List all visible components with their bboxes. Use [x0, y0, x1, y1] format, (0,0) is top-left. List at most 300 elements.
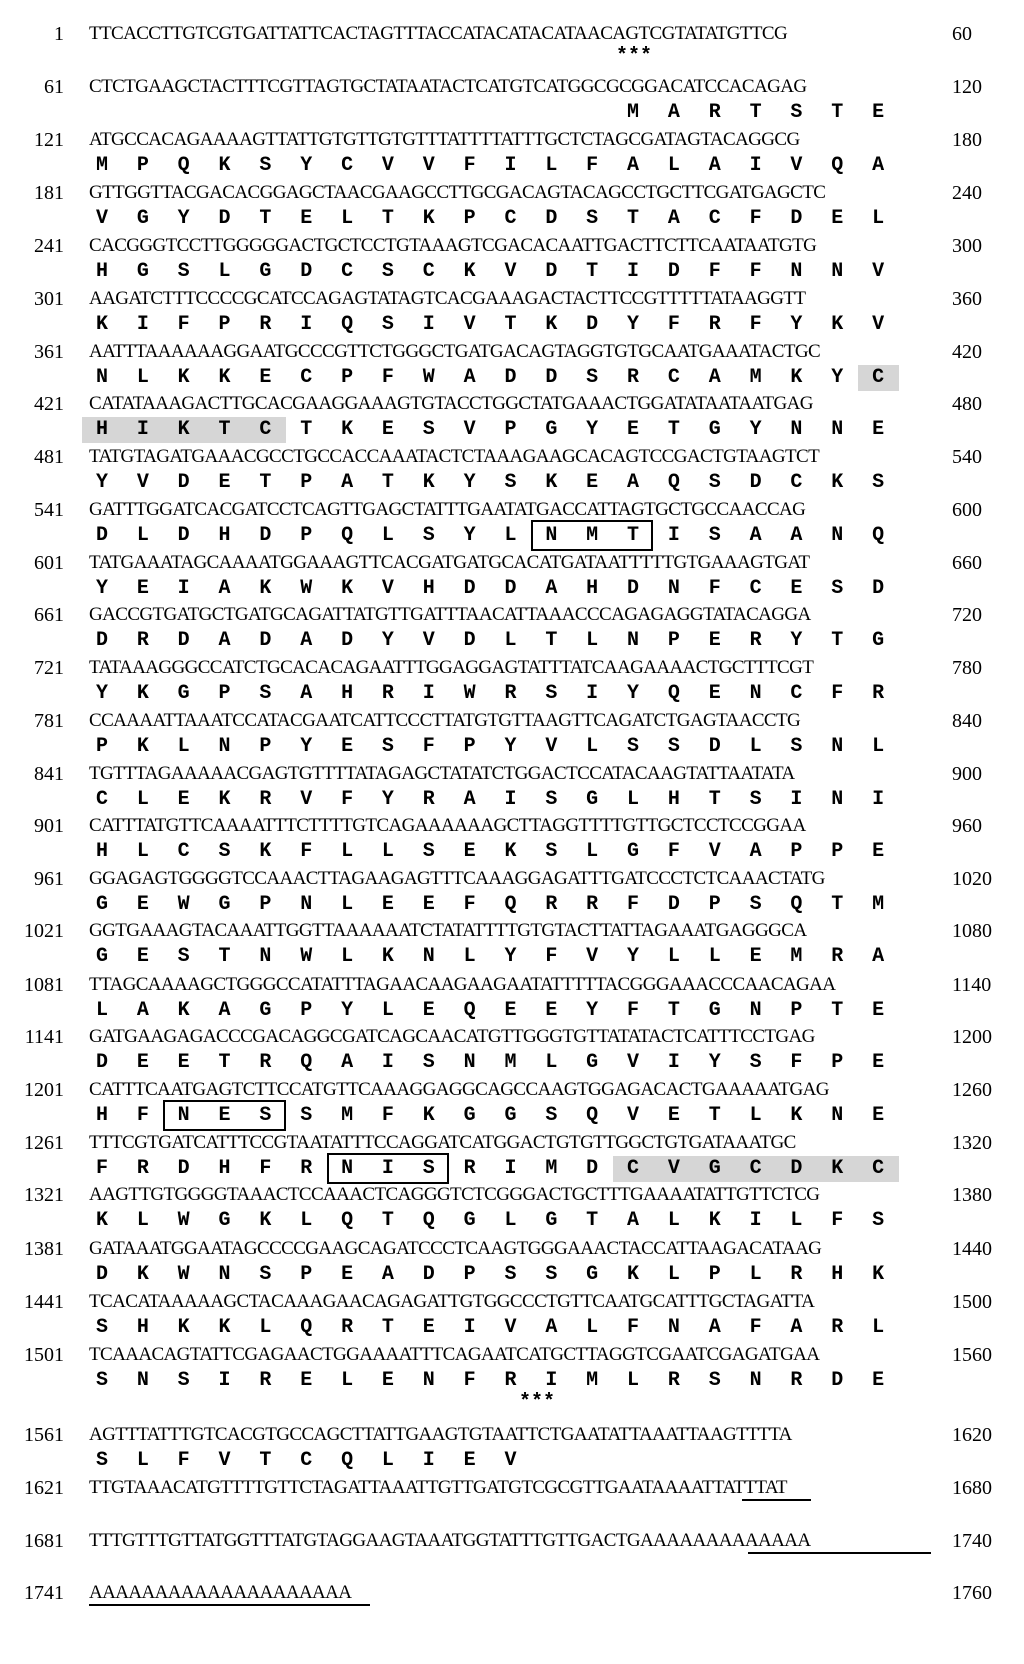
amino-acid: K	[790, 366, 803, 389]
amino-acid: S	[422, 524, 435, 547]
amino-acid: E	[504, 999, 517, 1022]
amino-acid: T	[300, 418, 313, 441]
nucleotide-sequence: TATGAAATAGCAAAATGGAAAGTTCACGATGATGCACATGATAATTTTTGTGAAAGTGAT	[89, 552, 810, 573]
amino-acid: K	[177, 1316, 190, 1339]
nucleotide-sequence: TCACATAAAAAGCTACAAAGAACAGAGATTGTGGCCCTGTTCAATGCATTTGCTAGATTA	[89, 1291, 815, 1312]
amino-acid: W	[300, 945, 313, 968]
amino-acid: K	[627, 1263, 640, 1286]
amino-acid: L	[504, 1209, 517, 1232]
amino-acid: H	[341, 682, 354, 705]
amino-acid: K	[259, 840, 272, 863]
position-start: 1021	[24, 920, 64, 942]
amino-acid: N	[218, 735, 231, 758]
amino-acid: A	[790, 524, 803, 547]
position-start: 1561	[24, 1424, 64, 1446]
amino-acid: A	[627, 471, 640, 494]
amino-acid: Y	[504, 735, 517, 758]
position-end: 420	[952, 341, 982, 363]
amino-acid: L	[545, 154, 558, 177]
amino-acid: Y	[586, 418, 599, 441]
amino-acid: A	[341, 471, 354, 494]
amino-acid: Y	[627, 313, 640, 336]
amino-acid: T	[259, 207, 272, 230]
amino-acid: P	[790, 840, 803, 863]
amino-acid: P	[218, 682, 231, 705]
amino-acid: K	[177, 418, 190, 441]
amino-acid: L	[586, 735, 599, 758]
amino-acid: R	[708, 313, 721, 336]
amino-acid: S	[545, 788, 558, 811]
amino-acid: N	[627, 629, 640, 652]
nucleotide-sequence: GATAAATGGAATAGCCCCGAAGCAGATCCCTCAAGTGGGAAACTACCATTAAGACATAAG	[89, 1238, 822, 1259]
amino-acid: V	[790, 154, 803, 177]
nucleotide-sequence: ATGCCACAGAAAAGTTATTGTGTTGTGTTTATTTTATTTGCTCTAGCGATAGTACAGGCG	[89, 129, 800, 150]
amino-acid: D	[545, 366, 558, 389]
amino-acid: S	[422, 840, 435, 863]
amino-acid: K	[95, 1209, 108, 1232]
amino-acid: G	[708, 1157, 721, 1180]
nucleotide-sequence: GACCGTGATGCTGATGCAGATTATGTTGATTTAACATTAAACCCAGAGAGGTATACAGGA	[89, 604, 811, 625]
amino-acid: A	[136, 999, 149, 1022]
amino-acid: D	[259, 629, 272, 652]
amino-acid: L	[95, 999, 108, 1022]
nucleotide-sequence: TATAAAGGGCCATCTGCACACAGAATTTGGAGGAGTATTTATCAAGAAAACTGCTTTCGT	[89, 657, 814, 678]
amino-acid: Y	[627, 682, 640, 705]
amino-acid: C	[667, 366, 680, 389]
amino-acid: K	[831, 471, 844, 494]
amino-acid: L	[872, 1316, 885, 1339]
amino-acid: H	[422, 577, 435, 600]
amino-acid: I	[177, 577, 190, 600]
amino-acid: P	[95, 735, 108, 758]
amino-acid: R	[259, 313, 272, 336]
amino-acid: S	[545, 1104, 558, 1127]
amino-acid: L	[381, 999, 394, 1022]
amino-acid: N	[136, 1369, 149, 1392]
amino-acid: T	[381, 207, 394, 230]
amino-acid: F	[341, 788, 354, 811]
amino-acid: Y	[300, 735, 313, 758]
amino-acid: F	[463, 154, 476, 177]
sequence-row	[0, 1422, 1024, 1448]
amino-acid: W	[177, 1209, 190, 1232]
amino-acid: E	[136, 893, 149, 916]
amino-acid: R	[259, 788, 272, 811]
amino-acid: A	[300, 682, 313, 705]
amino-acid: N	[831, 1104, 844, 1127]
position-start: 1	[54, 23, 64, 45]
amino-acid: E	[749, 945, 762, 968]
amino-acid: H	[218, 524, 231, 547]
amino-acid: L	[300, 1209, 313, 1232]
amino-acid: T	[831, 999, 844, 1022]
amino-acid: C	[749, 577, 762, 600]
amino-acid: L	[341, 893, 354, 916]
amino-acid: P	[259, 893, 272, 916]
nucleotide-sequence: GATGAAGAGACCCGACAGGCGATCAGCAACATGTTGGGTGTTATATACTCATTTCCTGAG	[89, 1026, 815, 1047]
amino-acid: N	[218, 1263, 231, 1286]
amino-acid: F	[831, 1209, 844, 1232]
glycosylation-site-box	[327, 1153, 450, 1184]
amino-acid: V	[381, 154, 394, 177]
amino-acid: K	[422, 207, 435, 230]
amino-acid: E	[872, 1369, 885, 1392]
amino-acid: N	[667, 577, 680, 600]
amino-acid: F	[136, 1104, 149, 1127]
amino-acid: Y	[708, 1051, 721, 1074]
amino-acid: C	[872, 1157, 885, 1180]
sequence-row	[0, 391, 1024, 417]
position-end: 480	[952, 393, 982, 415]
amino-acid: Y	[790, 629, 803, 652]
nucleotide-sequence: TTAGCAAAAGCTGGGCCATATTTAGAACAAGAAGAATATTTTTACGGGAAACCCAACAGAA	[89, 974, 836, 995]
position-end: 180	[952, 129, 982, 151]
amino-acid: F	[381, 1104, 394, 1127]
position-end: 600	[952, 499, 982, 521]
amino-acid: F	[177, 313, 190, 336]
amino-acid: G	[586, 1263, 599, 1286]
sequence-row	[0, 180, 1024, 206]
position-end: 1760	[952, 1582, 992, 1604]
amino-acid: N	[667, 1316, 680, 1339]
position-start: 721	[34, 657, 64, 679]
amino-acid: Y	[95, 577, 108, 600]
amino-acid: A	[300, 629, 313, 652]
amino-acid: L	[627, 1369, 640, 1392]
amino-acid: A	[381, 1263, 394, 1286]
amino-acid: F	[463, 1369, 476, 1392]
amino-acid: D	[790, 207, 803, 230]
amino-acid: A	[218, 577, 231, 600]
nucleotide-sequence: GGAGAGTGGGGTCCAAACTTAGAAGAGTTTCAAAGGAGATTTGATCCCTCTCAAACTATG	[89, 868, 825, 889]
amino-acid: S	[177, 260, 190, 283]
amino-acid: H	[667, 788, 680, 811]
amino-acid: E	[300, 1369, 313, 1392]
amino-acid: G	[586, 1051, 599, 1074]
amino-acid: C	[708, 207, 721, 230]
position-end: 540	[952, 446, 982, 468]
amino-acid: G	[218, 893, 231, 916]
amino-acid: L	[341, 840, 354, 863]
amino-acid: R	[259, 1369, 272, 1392]
amino-acid: I	[504, 788, 517, 811]
sequence-row	[0, 233, 1024, 259]
amino-acid: K	[341, 577, 354, 600]
amino-acid: H	[95, 1104, 108, 1127]
amino-acid: D	[463, 629, 476, 652]
amino-acid: S	[872, 471, 885, 494]
nucleotide-sequence: CATATAAAGACTTGCACGAAGGAAAGTGTACCTGGCTATGAAACTGGATATAATAATGAG	[89, 393, 813, 414]
amino-acid: R	[667, 1369, 680, 1392]
amino-acid: R	[790, 1263, 803, 1286]
amino-acid: L	[586, 1316, 599, 1339]
amino-acid: D	[667, 893, 680, 916]
amino-acid: G	[708, 418, 721, 441]
glycosylation-site-box	[531, 520, 654, 551]
amino-acid: E	[831, 207, 844, 230]
amino-acid: D	[463, 577, 476, 600]
position-start: 1501	[24, 1344, 64, 1366]
amino-acid: H	[586, 577, 599, 600]
amino-acid: H	[136, 1316, 149, 1339]
amino-acid: N	[422, 945, 435, 968]
amino-acid: R	[463, 1157, 476, 1180]
amino-acid: N	[790, 260, 803, 283]
nucleotide-sequence: GTTGGTTACGACACGGAGCTAACGAAGCCTTGCGACAGTACAGCCTGCTTCGATGAGCTC	[89, 182, 826, 203]
amino-acid: P	[300, 471, 313, 494]
amino-acid: F	[627, 999, 640, 1022]
amino-acid: F	[667, 840, 680, 863]
amino-acid: Q	[504, 893, 517, 916]
amino-acid: Y	[381, 788, 394, 811]
amino-acid: S	[504, 471, 517, 494]
amino-acid: G	[218, 1209, 231, 1232]
amino-acid: V	[504, 260, 517, 283]
nucleotide-sequence: CATTTCAATGAGTCTTCCATGTTCAAAGGAGGCAGCCAAGTGGAGACACTGAAAAATGAG	[89, 1079, 829, 1100]
nucleotide-sequence: GGTGAAAGTACAAATTGGTTAAAAAATCTATATTTTGTGTACTTATTAGAAATGAGGGCA	[89, 920, 807, 941]
amino-acid: K	[218, 366, 231, 389]
amino-acid: T	[667, 999, 680, 1022]
amino-acid-row	[0, 787, 1024, 813]
amino-acid: Y	[790, 313, 803, 336]
amino-acid-row	[0, 1156, 1024, 1182]
amino-acid: E	[136, 577, 149, 600]
amino-acid: A	[545, 1316, 558, 1339]
amino-acid: L	[667, 945, 680, 968]
amino-acid-row	[0, 523, 1024, 549]
amino-acid: V	[586, 945, 599, 968]
amino-acid: G	[708, 999, 721, 1022]
position-start: 361	[34, 341, 64, 363]
amino-acid: K	[259, 1209, 272, 1232]
sequence-row	[0, 602, 1024, 628]
amino-acid: L	[381, 1449, 394, 1472]
amino-acid: F	[300, 840, 313, 863]
position-end: 660	[952, 552, 982, 574]
amino-acid: R	[545, 893, 558, 916]
amino-acid: K	[177, 999, 190, 1022]
amino-acid: P	[463, 735, 476, 758]
position-start: 781	[34, 710, 64, 732]
amino-acid: Y	[381, 629, 394, 652]
amino-acid: V	[504, 1449, 517, 1472]
amino-acid: D	[627, 577, 640, 600]
amino-acid: F	[749, 207, 762, 230]
amino-acid: N	[831, 418, 844, 441]
sequence-row	[0, 1580, 1024, 1606]
amino-acid: K	[422, 1104, 435, 1127]
amino-acid: A	[463, 788, 476, 811]
amino-acid: T	[381, 471, 394, 494]
amino-acid: L	[504, 629, 517, 652]
amino-acid: H	[95, 260, 108, 283]
sequence-row	[0, 497, 1024, 523]
amino-acid: W	[177, 893, 190, 916]
position-start: 301	[34, 288, 64, 310]
amino-acid: S	[95, 1316, 108, 1339]
position-end: 1500	[952, 1291, 992, 1313]
amino-acid: F	[831, 682, 844, 705]
position-end: 780	[952, 657, 982, 679]
amino-acid: D	[177, 524, 190, 547]
amino-acid: K	[381, 945, 394, 968]
amino-acid: S	[627, 735, 640, 758]
amino-acid: M	[95, 154, 108, 177]
amino-acid: Q	[341, 313, 354, 336]
amino-acid: H	[218, 1157, 231, 1180]
amino-acid: Y	[627, 945, 640, 968]
amino-acid: K	[463, 260, 476, 283]
amino-acid: V	[545, 735, 558, 758]
amino-acid: S	[667, 735, 680, 758]
amino-acid: N	[831, 735, 844, 758]
amino-acid: P	[831, 840, 844, 863]
amino-acid: E	[136, 1051, 149, 1074]
amino-acid-row	[0, 1103, 1024, 1129]
amino-acid: V	[504, 1316, 517, 1339]
amino-acid: E	[586, 471, 599, 494]
amino-acid: S	[749, 893, 762, 916]
amino-acid: S	[381, 735, 394, 758]
amino-acid: V	[627, 1051, 640, 1074]
amino-acid: E	[218, 1104, 231, 1127]
position-end: 960	[952, 815, 982, 837]
amino-acid: W	[463, 682, 476, 705]
amino-acid: F	[708, 260, 721, 283]
amino-acid: L	[749, 1104, 762, 1127]
amino-acid: S	[177, 1369, 190, 1392]
amino-acid: T	[708, 788, 721, 811]
amino-acid: S	[422, 1051, 435, 1074]
amino-acid: F	[790, 1051, 803, 1074]
nucleotide-sequence: AGTTTATTTGTCACGTGCCAGCTTATTGAAGTGTAATTCTGAATATTAAATTAAGTTTTA	[89, 1424, 792, 1445]
amino-acid: K	[259, 577, 272, 600]
amino-acid: D	[95, 1263, 108, 1286]
sequence-row	[0, 655, 1024, 681]
nucleotide-sequence: AAAAAAAAAAAAAAAAAAAA	[89, 1582, 352, 1603]
amino-acid: E	[300, 207, 313, 230]
amino-acid: H	[95, 418, 108, 441]
amino-acid-row	[0, 998, 1024, 1024]
amino-acid-row	[0, 1208, 1024, 1234]
amino-acid: S	[545, 1263, 558, 1286]
amino-acid: P	[463, 1263, 476, 1286]
amino-acid: N	[831, 260, 844, 283]
amino-acid: G	[463, 1209, 476, 1232]
amino-acid: L	[667, 1263, 680, 1286]
amino-acid: T	[504, 313, 517, 336]
sequence-row	[0, 127, 1024, 153]
amino-acid: L	[463, 945, 476, 968]
amino-acid: Y	[504, 945, 517, 968]
amino-acid: N	[749, 682, 762, 705]
amino-acid: F	[95, 1157, 108, 1180]
amino-acid: Q	[422, 1209, 435, 1232]
amino-acid: G	[136, 207, 149, 230]
amino-acid: D	[504, 577, 517, 600]
amino-acid: V	[667, 1157, 680, 1180]
amino-acid-row	[0, 892, 1024, 918]
amino-acid: Q	[177, 154, 190, 177]
amino-acid: V	[463, 418, 476, 441]
position-end: 720	[952, 604, 982, 626]
amino-acid: H	[95, 840, 108, 863]
amino-acid: E	[422, 1316, 435, 1339]
sequence-row	[0, 550, 1024, 576]
amino-acid: F	[259, 1157, 272, 1180]
amino-acid: I	[504, 1157, 517, 1180]
amino-acid: I	[136, 313, 149, 336]
amino-acid: R	[504, 1369, 517, 1392]
amino-acid-row	[0, 1448, 1024, 1474]
nucleotide-sequence: TGTTTAGAAAAACGAGTGTTTTATAGAGCTATATCTGGACTCCATACAAGTATTAATATA	[89, 763, 795, 784]
amino-acid: E	[381, 1369, 394, 1392]
amino-acid: S	[790, 101, 803, 124]
amino-acid: L	[218, 260, 231, 283]
amino-acid: S	[95, 1449, 108, 1472]
amino-acid: L	[749, 1263, 762, 1286]
sequence-row	[0, 1342, 1024, 1368]
amino-acid: E	[872, 1104, 885, 1127]
amino-acid: E	[790, 577, 803, 600]
amino-acid: V	[422, 154, 435, 177]
position-start: 241	[34, 235, 64, 257]
amino-acid: T	[831, 893, 844, 916]
amino-acid: L	[177, 735, 190, 758]
amino-acid: S	[95, 1369, 108, 1392]
position-end: 1680	[952, 1477, 992, 1499]
amino-acid: L	[667, 1209, 680, 1232]
amino-acid: R	[136, 1157, 149, 1180]
amino-acid: E	[381, 418, 394, 441]
sequence-row	[0, 1077, 1024, 1103]
amino-acid: T	[627, 524, 640, 547]
amino-acid: K	[218, 1316, 231, 1339]
amino-acid: A	[627, 154, 640, 177]
position-end: 1380	[952, 1184, 992, 1206]
amino-acid: I	[381, 1157, 394, 1180]
amino-acid: D	[504, 366, 517, 389]
amino-acid: R	[627, 366, 640, 389]
position-end: 120	[952, 76, 982, 98]
amino-acid: K	[218, 788, 231, 811]
amino-acid: T	[218, 945, 231, 968]
sequence-row	[0, 813, 1024, 839]
nucleotide-sequence: AAGATCTTTCCCCGCATCCAGAGTATAGTCACGAAAGACTACTTCCGTTTTTATAAGGTT	[89, 288, 806, 309]
nucleotide-sequence: AAGTTGTGGGGTAAACTCCAAACTCAGGGTCTCGGGACTGCTTTGAAAATATTGTTCTCG	[89, 1184, 820, 1205]
position-start: 1441	[24, 1291, 64, 1313]
position-end: 900	[952, 763, 982, 785]
amino-acid: P	[708, 1263, 721, 1286]
amino-acid: L	[259, 1316, 272, 1339]
amino-acid: T	[627, 207, 640, 230]
amino-acid: E	[341, 735, 354, 758]
amino-acid: Q	[463, 999, 476, 1022]
amino-acid: G	[545, 418, 558, 441]
amino-acid: S	[381, 260, 394, 283]
amino-acid: M	[627, 101, 640, 124]
amino-acid: R	[381, 682, 394, 705]
nucleotide-sequence: CACGGGTCCTTGGGGGACTGCTCCTGTAAAGTCGACACAATTGACTTCTTCAATAATGTG	[89, 235, 817, 256]
amino-acid: D	[422, 1263, 435, 1286]
amino-acid: K	[831, 313, 844, 336]
amino-acid: F	[749, 1316, 762, 1339]
amino-acid: I	[381, 1051, 394, 1074]
amino-acid: K	[872, 1263, 885, 1286]
amino-acid: L	[586, 840, 599, 863]
amino-acid: I	[136, 418, 149, 441]
amino-acid: I	[627, 260, 640, 283]
